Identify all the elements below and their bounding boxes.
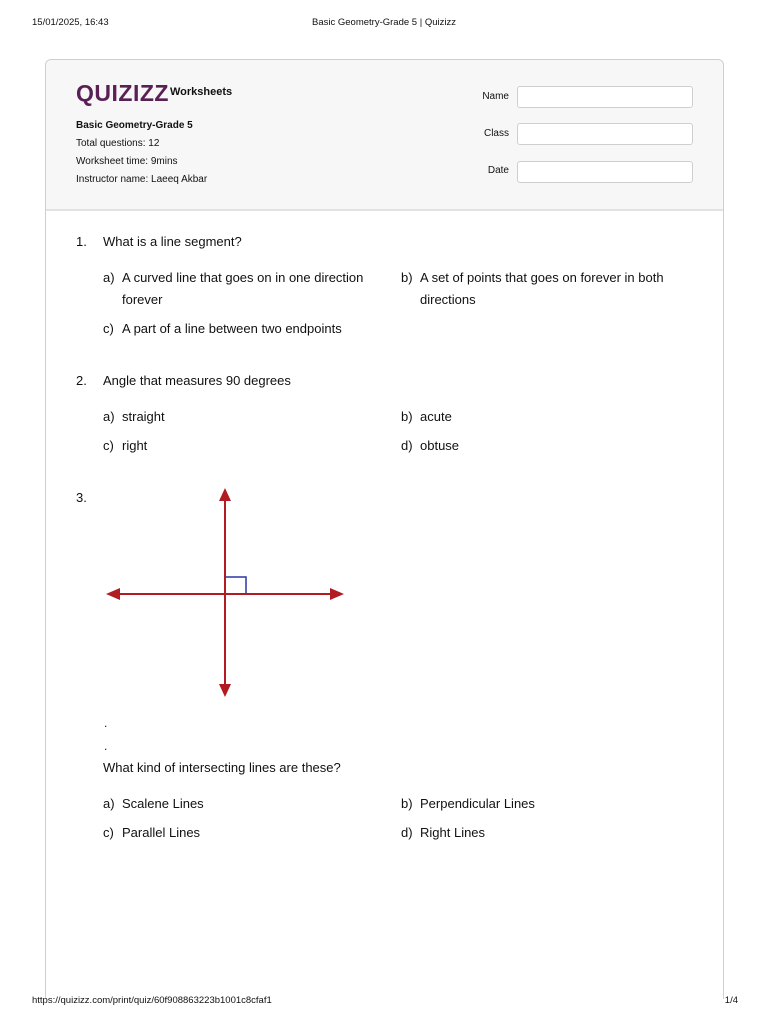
question-3-option-d[interactable] xyxy=(401,822,691,844)
right-angle-marker xyxy=(226,577,246,593)
option-letter: b) xyxy=(401,796,413,811)
name-field[interactable] xyxy=(517,86,693,108)
option-text: Perpendicular Lines xyxy=(420,796,535,811)
option-text: A part of a line between two endpoints xyxy=(122,321,342,336)
question-2-option-d[interactable] xyxy=(401,435,691,457)
option-letter: a) xyxy=(103,270,115,285)
print-date: 15/01/2025, 16:43 xyxy=(32,17,109,28)
total-questions: Total questions: 12 xyxy=(76,138,160,149)
print-title: Basic Geometry-Grade 5 | Quizizz xyxy=(312,17,456,28)
option-letter: a) xyxy=(103,796,115,811)
logo-subtitle: Worksheets xyxy=(170,86,233,98)
question-3-dot-1: . xyxy=(104,716,108,730)
question-1-option-a[interactable] xyxy=(103,267,393,311)
option-text: right xyxy=(122,438,148,453)
name-label: Name xyxy=(482,91,509,102)
option-letter: c) xyxy=(103,825,114,840)
question-3-text: What kind of intersecting lines are these? xyxy=(103,760,341,775)
instructor-name: Instructor name: Laeeq Akbar xyxy=(76,174,208,185)
date-field[interactable] xyxy=(517,161,693,183)
option-text: A curved line that goes on in one direction xyxy=(122,270,364,285)
page-number: 1/4 xyxy=(724,995,738,1006)
perpendicular-lines-diagram xyxy=(104,485,349,700)
option-text: directions xyxy=(420,292,476,307)
option-letter: c) xyxy=(103,438,114,453)
question-3-option-c[interactable] xyxy=(103,822,393,844)
class-label: Class xyxy=(483,128,509,139)
question-2-text: Angle that measures 90 degrees xyxy=(103,373,291,388)
option-letter: b) xyxy=(401,409,413,424)
left-arrowhead xyxy=(106,588,120,600)
question-2-number: 2. xyxy=(76,373,87,388)
question-3-dot-2: . xyxy=(104,739,108,753)
question-1-number: 1. xyxy=(76,234,87,249)
quizizz-logo: QUIZIZZ xyxy=(76,80,169,106)
question-2-option-b[interactable] xyxy=(401,406,691,428)
option-letter: d) xyxy=(401,825,413,840)
question-2-option-c[interactable] xyxy=(103,435,393,457)
question-1-text: What is a line segment? xyxy=(103,234,242,249)
question-3-option-b[interactable] xyxy=(401,793,691,815)
worksheet xyxy=(45,59,724,999)
option-text: Parallel Lines xyxy=(122,825,201,840)
option-text: forever xyxy=(122,292,163,307)
question-3-number: 3. xyxy=(76,490,87,505)
option-letter: b) xyxy=(401,270,413,285)
top-arrowhead xyxy=(219,488,231,501)
option-letter: d) xyxy=(401,438,413,453)
option-text: Right Lines xyxy=(420,825,486,840)
worksheet-time: Worksheet time: 9mins xyxy=(76,156,178,167)
vertical-line xyxy=(219,488,231,697)
class-field[interactable] xyxy=(517,123,693,145)
bottom-arrowhead xyxy=(219,684,231,697)
option-text: acute xyxy=(420,409,452,424)
option-letter: a) xyxy=(103,409,115,424)
worksheet-title: Basic Geometry-Grade 5 xyxy=(76,120,193,131)
print-header xyxy=(0,17,768,31)
option-text: obtuse xyxy=(420,438,460,453)
question-1-option-b[interactable] xyxy=(401,267,691,311)
option-text: straight xyxy=(122,409,165,424)
print-url[interactable]: https://quizizz.com/print/quiz/60f908863223b1001c8cfaf1 xyxy=(32,995,272,1006)
option-text: A set of points that goes on forever in both xyxy=(420,270,664,285)
question-2-option-a[interactable] xyxy=(103,406,393,428)
question-3-option-a[interactable] xyxy=(103,793,393,815)
option-letter: c) xyxy=(103,321,114,336)
print-footer xyxy=(0,995,768,1009)
option-text: Scalene Lines xyxy=(122,796,204,811)
date-label: Date xyxy=(487,165,509,176)
worksheet-header xyxy=(46,60,723,211)
right-arrowhead xyxy=(330,588,344,600)
question-1-option-c[interactable] xyxy=(103,318,393,340)
